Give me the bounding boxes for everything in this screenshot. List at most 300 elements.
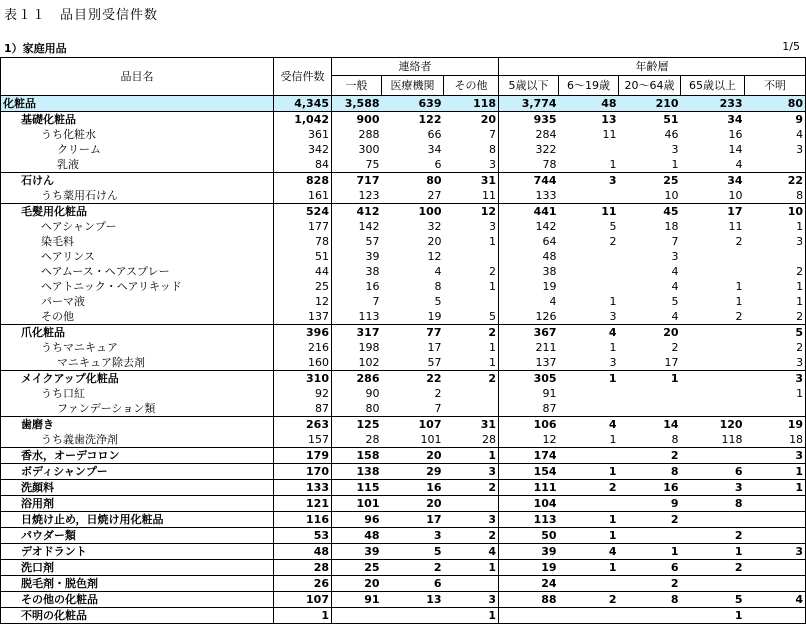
- age-20-64-cell: 8: [619, 592, 681, 608]
- age-under5-cell: 38: [542, 265, 557, 278]
- age-unknown-cell: [745, 249, 806, 264]
- contact-medical-cell: 5: [382, 544, 444, 560]
- contact-general-cell: 48: [332, 528, 382, 544]
- contact-medical-cell: 80: [382, 173, 444, 189]
- age-unknown-cell: [745, 401, 806, 417]
- item-name-cell: うち口紅: [1, 386, 274, 401]
- item-name-cell: 浴用剤: [1, 496, 274, 512]
- contact-medical-cell: 32: [427, 220, 442, 233]
- age-65plus-cell: [681, 355, 745, 371]
- item-count-table: [0, 57, 806, 624]
- item-name-cell: うち化粧水: [1, 127, 274, 142]
- total-cell: 25: [274, 279, 332, 294]
- table-row: [1, 417, 806, 433]
- item-name-cell: その他: [1, 309, 274, 325]
- contact-medical-cell: 100: [382, 204, 444, 220]
- contact-medical-cell: 8: [434, 280, 442, 293]
- header-contact-other: その他: [444, 76, 499, 96]
- age-unknown-cell: [745, 528, 806, 544]
- age-under5-cell: 113: [499, 512, 559, 528]
- contact-general-cell: 286: [332, 371, 382, 387]
- header-contact-medical: 医療機関: [382, 76, 444, 96]
- age-20-64-cell: 20: [619, 325, 681, 341]
- contact-general-cell: 90: [365, 387, 380, 400]
- contact-medical-cell: 16: [382, 480, 444, 496]
- contact-general-cell: 717: [332, 173, 382, 189]
- age-65plus-cell: [681, 401, 745, 417]
- contact-medical-cell: 2: [434, 387, 442, 400]
- age-6-19-cell: [559, 142, 619, 157]
- table-row: [1, 294, 806, 309]
- age-6-19-cell: [559, 188, 619, 204]
- age-65plus-cell: 2: [735, 235, 743, 248]
- age-20-64-cell: 18: [664, 220, 679, 233]
- page-number: 1/5: [782, 40, 800, 53]
- table-body: [1, 96, 806, 624]
- age-65plus-cell: 6: [681, 464, 745, 480]
- item-name-cell: 石けん: [1, 173, 274, 189]
- total-cell: 51: [274, 249, 332, 264]
- contact-medical-cell: 3: [382, 528, 444, 544]
- age-6-19-cell: 4: [559, 544, 619, 560]
- table-row: [1, 234, 806, 249]
- contact-other-cell: [444, 496, 499, 512]
- contact-other-cell: 3: [444, 592, 499, 608]
- age-unknown-cell: [745, 576, 806, 592]
- age-65plus-cell: 2: [735, 310, 743, 323]
- table-row: [1, 112, 806, 128]
- age-unknown-cell: [745, 157, 806, 173]
- contact-medical-cell: 122: [382, 112, 444, 128]
- contact-other-cell: 1: [444, 340, 499, 355]
- age-20-64-cell: [619, 528, 681, 544]
- age-6-19-cell: [559, 401, 619, 417]
- age-under5-cell: 64: [542, 235, 557, 248]
- contact-general-cell: 91: [332, 592, 382, 608]
- age-20-64-cell: 6: [619, 560, 681, 576]
- age-under5-cell: 39: [499, 544, 559, 560]
- contact-general-cell: 198: [358, 341, 380, 354]
- table-row: [1, 127, 806, 142]
- total-cell: 361: [274, 127, 332, 142]
- age-65plus-cell: 1: [735, 280, 743, 293]
- contact-medical-cell: 22: [382, 371, 444, 387]
- age-20-64-cell: 210: [619, 96, 681, 112]
- age-6-19-cell: 1: [559, 528, 619, 544]
- table-row: [1, 608, 806, 624]
- item-name-cell: 香水，オーデコロン: [1, 448, 274, 464]
- contact-other-cell: 4: [444, 544, 499, 560]
- header-contact: 連絡者: [332, 58, 499, 76]
- age-20-64-cell: [619, 608, 681, 624]
- contact-other-cell: 118: [444, 96, 499, 112]
- total-cell: 87: [274, 401, 332, 417]
- contact-other-cell: 2: [444, 528, 499, 544]
- age-6-19-cell: 1: [559, 560, 619, 576]
- age-20-64-cell: 7: [671, 235, 679, 248]
- table-row: [1, 371, 806, 387]
- contact-other-cell: [444, 576, 499, 592]
- contact-general-cell: 317: [332, 325, 382, 341]
- age-65plus-cell: 2: [681, 560, 745, 576]
- table-row: [1, 204, 806, 220]
- item-name-cell: ヘアムース・ヘアスプレー: [1, 264, 274, 279]
- age-under5-cell: [499, 608, 559, 624]
- total-cell: 92: [274, 386, 332, 401]
- table-row: [1, 340, 806, 355]
- age-under5-cell: 744: [499, 173, 559, 189]
- age-6-19-cell: 48: [559, 96, 619, 112]
- age-under5-cell: 19: [542, 280, 557, 293]
- age-20-64-cell: 4: [671, 265, 679, 278]
- age-65plus-cell: [681, 512, 745, 528]
- header-age-6-19: 6～19歳: [559, 76, 619, 96]
- table-row: [1, 448, 806, 464]
- contact-other-cell: [444, 386, 499, 401]
- age-under5-cell: 174: [499, 448, 559, 464]
- table-row: [1, 432, 806, 448]
- contact-general-cell: 288: [358, 128, 380, 141]
- age-6-19-cell: [559, 386, 619, 401]
- age-65plus-cell: 4: [735, 158, 743, 171]
- age-under5-cell: 48: [542, 250, 557, 263]
- contact-medical-cell: 101: [420, 433, 442, 446]
- contact-medical-cell: 2: [382, 560, 444, 576]
- age-unknown-cell: 4: [745, 127, 806, 142]
- age-unknown-cell: 10: [745, 204, 806, 220]
- total-cell: 828: [274, 173, 332, 189]
- age-6-19-cell: 1: [559, 371, 619, 387]
- age-unknown-cell: 3: [745, 234, 806, 249]
- age-6-19-cell: 2: [559, 592, 619, 608]
- item-name-cell: ファンデーション類: [1, 401, 274, 417]
- header-age-65plus: 65歳以上: [681, 76, 745, 96]
- age-unknown-cell: [745, 496, 806, 512]
- age-under5-cell: 935: [499, 112, 559, 128]
- table-row: [1, 309, 806, 325]
- age-under5-cell: 133: [535, 189, 557, 202]
- contact-other-cell: 2: [444, 325, 499, 341]
- age-20-64-cell: 9: [619, 496, 681, 512]
- contact-general-cell: [332, 608, 382, 624]
- contact-other-cell: [444, 249, 499, 264]
- contact-general-cell: 20: [332, 576, 382, 592]
- age-20-64-cell: 10: [664, 189, 679, 202]
- age-unknown-cell: 9: [745, 112, 806, 128]
- age-20-64-cell: 2: [619, 576, 681, 592]
- age-under5-cell: 3,774: [499, 96, 559, 112]
- age-6-19-cell: [559, 576, 619, 592]
- total-cell: 53: [274, 528, 332, 544]
- age-under5-cell: 91: [542, 387, 557, 400]
- item-name-cell: うち義歯洗浄剤: [1, 432, 274, 448]
- age-unknown-cell: 3: [745, 544, 806, 560]
- age-65plus-cell: 1: [735, 295, 743, 308]
- age-65plus-cell: [681, 386, 745, 401]
- item-name-cell: ヘアリンス: [1, 249, 274, 264]
- age-under5-cell: 137: [535, 356, 557, 369]
- total-cell: 170: [274, 464, 332, 480]
- age-6-19-cell: [559, 496, 619, 512]
- age-6-19-cell: 5: [609, 220, 617, 233]
- age-20-64-cell: 46: [664, 128, 679, 141]
- age-20-64-cell: 16: [619, 480, 681, 496]
- age-65plus-cell: 14: [728, 143, 743, 156]
- age-6-19-cell: 1: [559, 512, 619, 528]
- total-cell: 160: [274, 355, 332, 371]
- age-20-64-cell: 25: [619, 173, 681, 189]
- item-name-cell: その他の化粧品: [1, 592, 274, 608]
- item-name-cell: 不明の化粧品: [1, 608, 274, 624]
- item-name-cell: 化粧品: [1, 96, 274, 112]
- contact-general-cell: 300: [358, 143, 380, 156]
- age-6-19-cell: 1: [609, 295, 617, 308]
- item-name-cell: ボディシャンプー: [1, 464, 274, 480]
- age-20-64-cell: 2: [671, 341, 679, 354]
- age-under5-cell: 154: [499, 464, 559, 480]
- item-name-cell: マニキュア除去剤: [1, 355, 274, 371]
- table-row: [1, 544, 806, 560]
- age-65plus-cell: 3: [681, 480, 745, 496]
- age-under5-cell: 111: [499, 480, 559, 496]
- age-65plus-cell: 1: [681, 608, 745, 624]
- contact-medical-cell: 17: [427, 341, 442, 354]
- age-unknown-cell: 1: [745, 279, 806, 294]
- table-title: 表１１ 品目別受信件数: [4, 8, 159, 23]
- contact-general-cell: 125: [332, 417, 382, 433]
- total-cell: 107: [274, 592, 332, 608]
- contact-medical-cell: 20: [427, 235, 442, 248]
- contact-general-cell: 16: [365, 280, 380, 293]
- table-row: [1, 188, 806, 204]
- age-6-19-cell: 4: [559, 325, 619, 341]
- age-20-64-cell: 45: [619, 204, 681, 220]
- contact-general-cell: 80: [365, 402, 380, 415]
- total-cell: 157: [274, 432, 332, 448]
- item-name-cell: 歯磨き: [1, 417, 274, 433]
- age-under5-cell: 12: [542, 433, 557, 446]
- age-unknown-cell: 3: [745, 448, 806, 464]
- age-under5-cell: 88: [499, 592, 559, 608]
- age-unknown-cell: 4: [745, 592, 806, 608]
- age-65plus-cell: [681, 371, 745, 387]
- age-under5-cell: 24: [499, 576, 559, 592]
- contact-general-cell: 57: [365, 235, 380, 248]
- item-name-cell: 乳液: [1, 157, 274, 173]
- age-unknown-cell: 2: [745, 340, 806, 355]
- item-name-cell: 爪化粧品: [1, 325, 274, 341]
- contact-general-cell: 75: [365, 158, 380, 171]
- item-name-cell: うちマニキュア: [1, 340, 274, 355]
- contact-general-cell: 96: [332, 512, 382, 528]
- age-20-64-cell: 4: [671, 280, 679, 293]
- age-65plus-cell: 233: [681, 96, 745, 112]
- contact-other-cell: 1: [444, 448, 499, 464]
- age-65plus-cell: [681, 325, 745, 341]
- age-unknown-cell: 3: [745, 355, 806, 371]
- age-20-64-cell: 17: [664, 356, 679, 369]
- age-unknown-cell: 8: [745, 188, 806, 204]
- contact-other-cell: 31: [444, 417, 499, 433]
- item-name-cell: 毛髪用化粧品: [1, 204, 274, 220]
- age-under5-cell: 142: [535, 220, 557, 233]
- age-65plus-cell: [681, 448, 745, 464]
- age-6-19-cell: 1: [609, 158, 617, 171]
- item-name-cell: クリーム: [1, 142, 274, 157]
- contact-general-cell: 25: [332, 560, 382, 576]
- age-under5-cell: 4: [549, 295, 557, 308]
- age-6-19-cell: [559, 264, 619, 279]
- age-under5-cell: 87: [542, 402, 557, 415]
- age-20-64-cell: 3: [671, 250, 679, 263]
- age-unknown-cell: 5: [745, 325, 806, 341]
- age-under5-cell: 50: [499, 528, 559, 544]
- total-cell: 263: [274, 417, 332, 433]
- age-unknown-cell: 1: [745, 219, 806, 234]
- table-row: [1, 512, 806, 528]
- table-row: [1, 576, 806, 592]
- total-cell: 177: [274, 219, 332, 234]
- age-under5-cell: 126: [535, 310, 557, 323]
- header-age-20-64: 20～64歳: [619, 76, 681, 96]
- contact-other-cell: 1: [444, 279, 499, 294]
- table-row: [1, 142, 806, 157]
- contact-other-cell: 1: [444, 608, 499, 624]
- item-name-cell: デオドラント: [1, 544, 274, 560]
- age-unknown-cell: 1: [745, 480, 806, 496]
- contact-general-cell: 102: [358, 356, 380, 369]
- age-6-19-cell: 3: [609, 310, 617, 323]
- contact-general-cell: 113: [358, 310, 380, 323]
- contact-other-cell: 31: [444, 173, 499, 189]
- age-65plus-cell: [681, 264, 745, 279]
- age-6-19-cell: [559, 249, 619, 264]
- age-unknown-cell: 2: [745, 264, 806, 279]
- table-row: [1, 219, 806, 234]
- age-20-64-cell: 14: [619, 417, 681, 433]
- age-unknown-cell: 22: [745, 173, 806, 189]
- header-age: 年齢層: [499, 58, 806, 76]
- contact-other-cell: [444, 401, 499, 417]
- age-20-64-cell: 4: [671, 310, 679, 323]
- table-row: [1, 401, 806, 417]
- contact-other-cell: 3: [444, 464, 499, 480]
- total-cell: 396: [274, 325, 332, 341]
- age-20-64-cell: [619, 386, 681, 401]
- age-6-19-cell: 4: [559, 417, 619, 433]
- total-cell: 342: [274, 142, 332, 157]
- table-row: [1, 173, 806, 189]
- contact-other-cell: 1: [444, 234, 499, 249]
- age-20-64-cell: 8: [619, 464, 681, 480]
- contact-other-cell: 8: [444, 142, 499, 157]
- age-unknown-cell: 1: [745, 464, 806, 480]
- contact-general-cell: 39: [365, 250, 380, 263]
- contact-medical-cell: 57: [427, 356, 442, 369]
- header-age-under5: 5歳以下: [499, 76, 559, 96]
- table-row: [1, 325, 806, 341]
- contact-medical-cell: 6: [434, 158, 442, 171]
- contact-other-cell: 5: [444, 309, 499, 325]
- age-20-64-cell: 2: [619, 448, 681, 464]
- age-65plus-cell: 34: [681, 112, 745, 128]
- table-row: [1, 96, 806, 112]
- age-65plus-cell: 34: [681, 173, 745, 189]
- age-20-64-cell: 51: [619, 112, 681, 128]
- age-under5-cell: 211: [535, 341, 557, 354]
- age-65plus-cell: 2: [681, 528, 745, 544]
- contact-other-cell: 20: [444, 112, 499, 128]
- total-cell: 4,345: [274, 96, 332, 112]
- age-65plus-cell: 120: [681, 417, 745, 433]
- table-row: [1, 464, 806, 480]
- item-name-cell: 日焼け止め，日焼け用化粧品: [1, 512, 274, 528]
- age-20-64-cell: 2: [619, 512, 681, 528]
- contact-other-cell: 1: [444, 355, 499, 371]
- age-6-19-cell: 3: [559, 173, 619, 189]
- item-name-cell: ヘアシャンプー: [1, 219, 274, 234]
- contact-other-cell: 1: [444, 560, 499, 576]
- age-unknown-cell: 2: [745, 309, 806, 325]
- total-cell: 161: [274, 188, 332, 204]
- total-cell: 28: [274, 560, 332, 576]
- age-under5-cell: 106: [499, 417, 559, 433]
- age-unknown-cell: [745, 608, 806, 624]
- total-cell: 26: [274, 576, 332, 592]
- contact-general-cell: 900: [332, 112, 382, 128]
- contact-medical-cell: 19: [427, 310, 442, 323]
- age-6-19-cell: 3: [609, 356, 617, 369]
- contact-other-cell: 28: [444, 432, 499, 448]
- contact-medical-cell: 4: [434, 265, 442, 278]
- contact-other-cell: 2: [444, 480, 499, 496]
- age-under5-cell: 104: [499, 496, 559, 512]
- age-65plus-cell: [681, 249, 745, 264]
- contact-medical-cell: 20: [382, 448, 444, 464]
- contact-medical-cell: [382, 608, 444, 624]
- age-under5-cell: 367: [499, 325, 559, 341]
- age-65plus-cell: 1: [681, 544, 745, 560]
- table-row: [1, 386, 806, 401]
- contact-general-cell: 38: [365, 265, 380, 278]
- header-age-unknown: 不明: [745, 76, 806, 96]
- contact-medical-cell: 13: [382, 592, 444, 608]
- contact-medical-cell: 107: [382, 417, 444, 433]
- table-row: [1, 264, 806, 279]
- total-cell: 133: [274, 480, 332, 496]
- total-cell: 1,042: [274, 112, 332, 128]
- contact-medical-cell: 17: [382, 512, 444, 528]
- contact-medical-cell: 34: [427, 143, 442, 156]
- contact-medical-cell: 66: [427, 128, 442, 141]
- age-unknown-cell: [745, 512, 806, 528]
- age-6-19-cell: [559, 608, 619, 624]
- contact-general-cell: 39: [332, 544, 382, 560]
- age-6-19-cell: 13: [559, 112, 619, 128]
- contact-general-cell: 123: [358, 189, 380, 202]
- item-name-cell: うち薬用石けん: [1, 188, 274, 204]
- age-20-64-cell: 8: [671, 433, 679, 446]
- age-20-64-cell: 1: [671, 158, 679, 171]
- age-20-64-cell: 1: [619, 371, 681, 387]
- contact-other-cell: 11: [444, 188, 499, 204]
- age-6-19-cell: 1: [609, 341, 617, 354]
- contact-general-cell: 158: [332, 448, 382, 464]
- age-unknown-cell: 19: [745, 417, 806, 433]
- table-row: [1, 528, 806, 544]
- age-20-64-cell: 1: [619, 544, 681, 560]
- age-under5-cell: 284: [535, 128, 557, 141]
